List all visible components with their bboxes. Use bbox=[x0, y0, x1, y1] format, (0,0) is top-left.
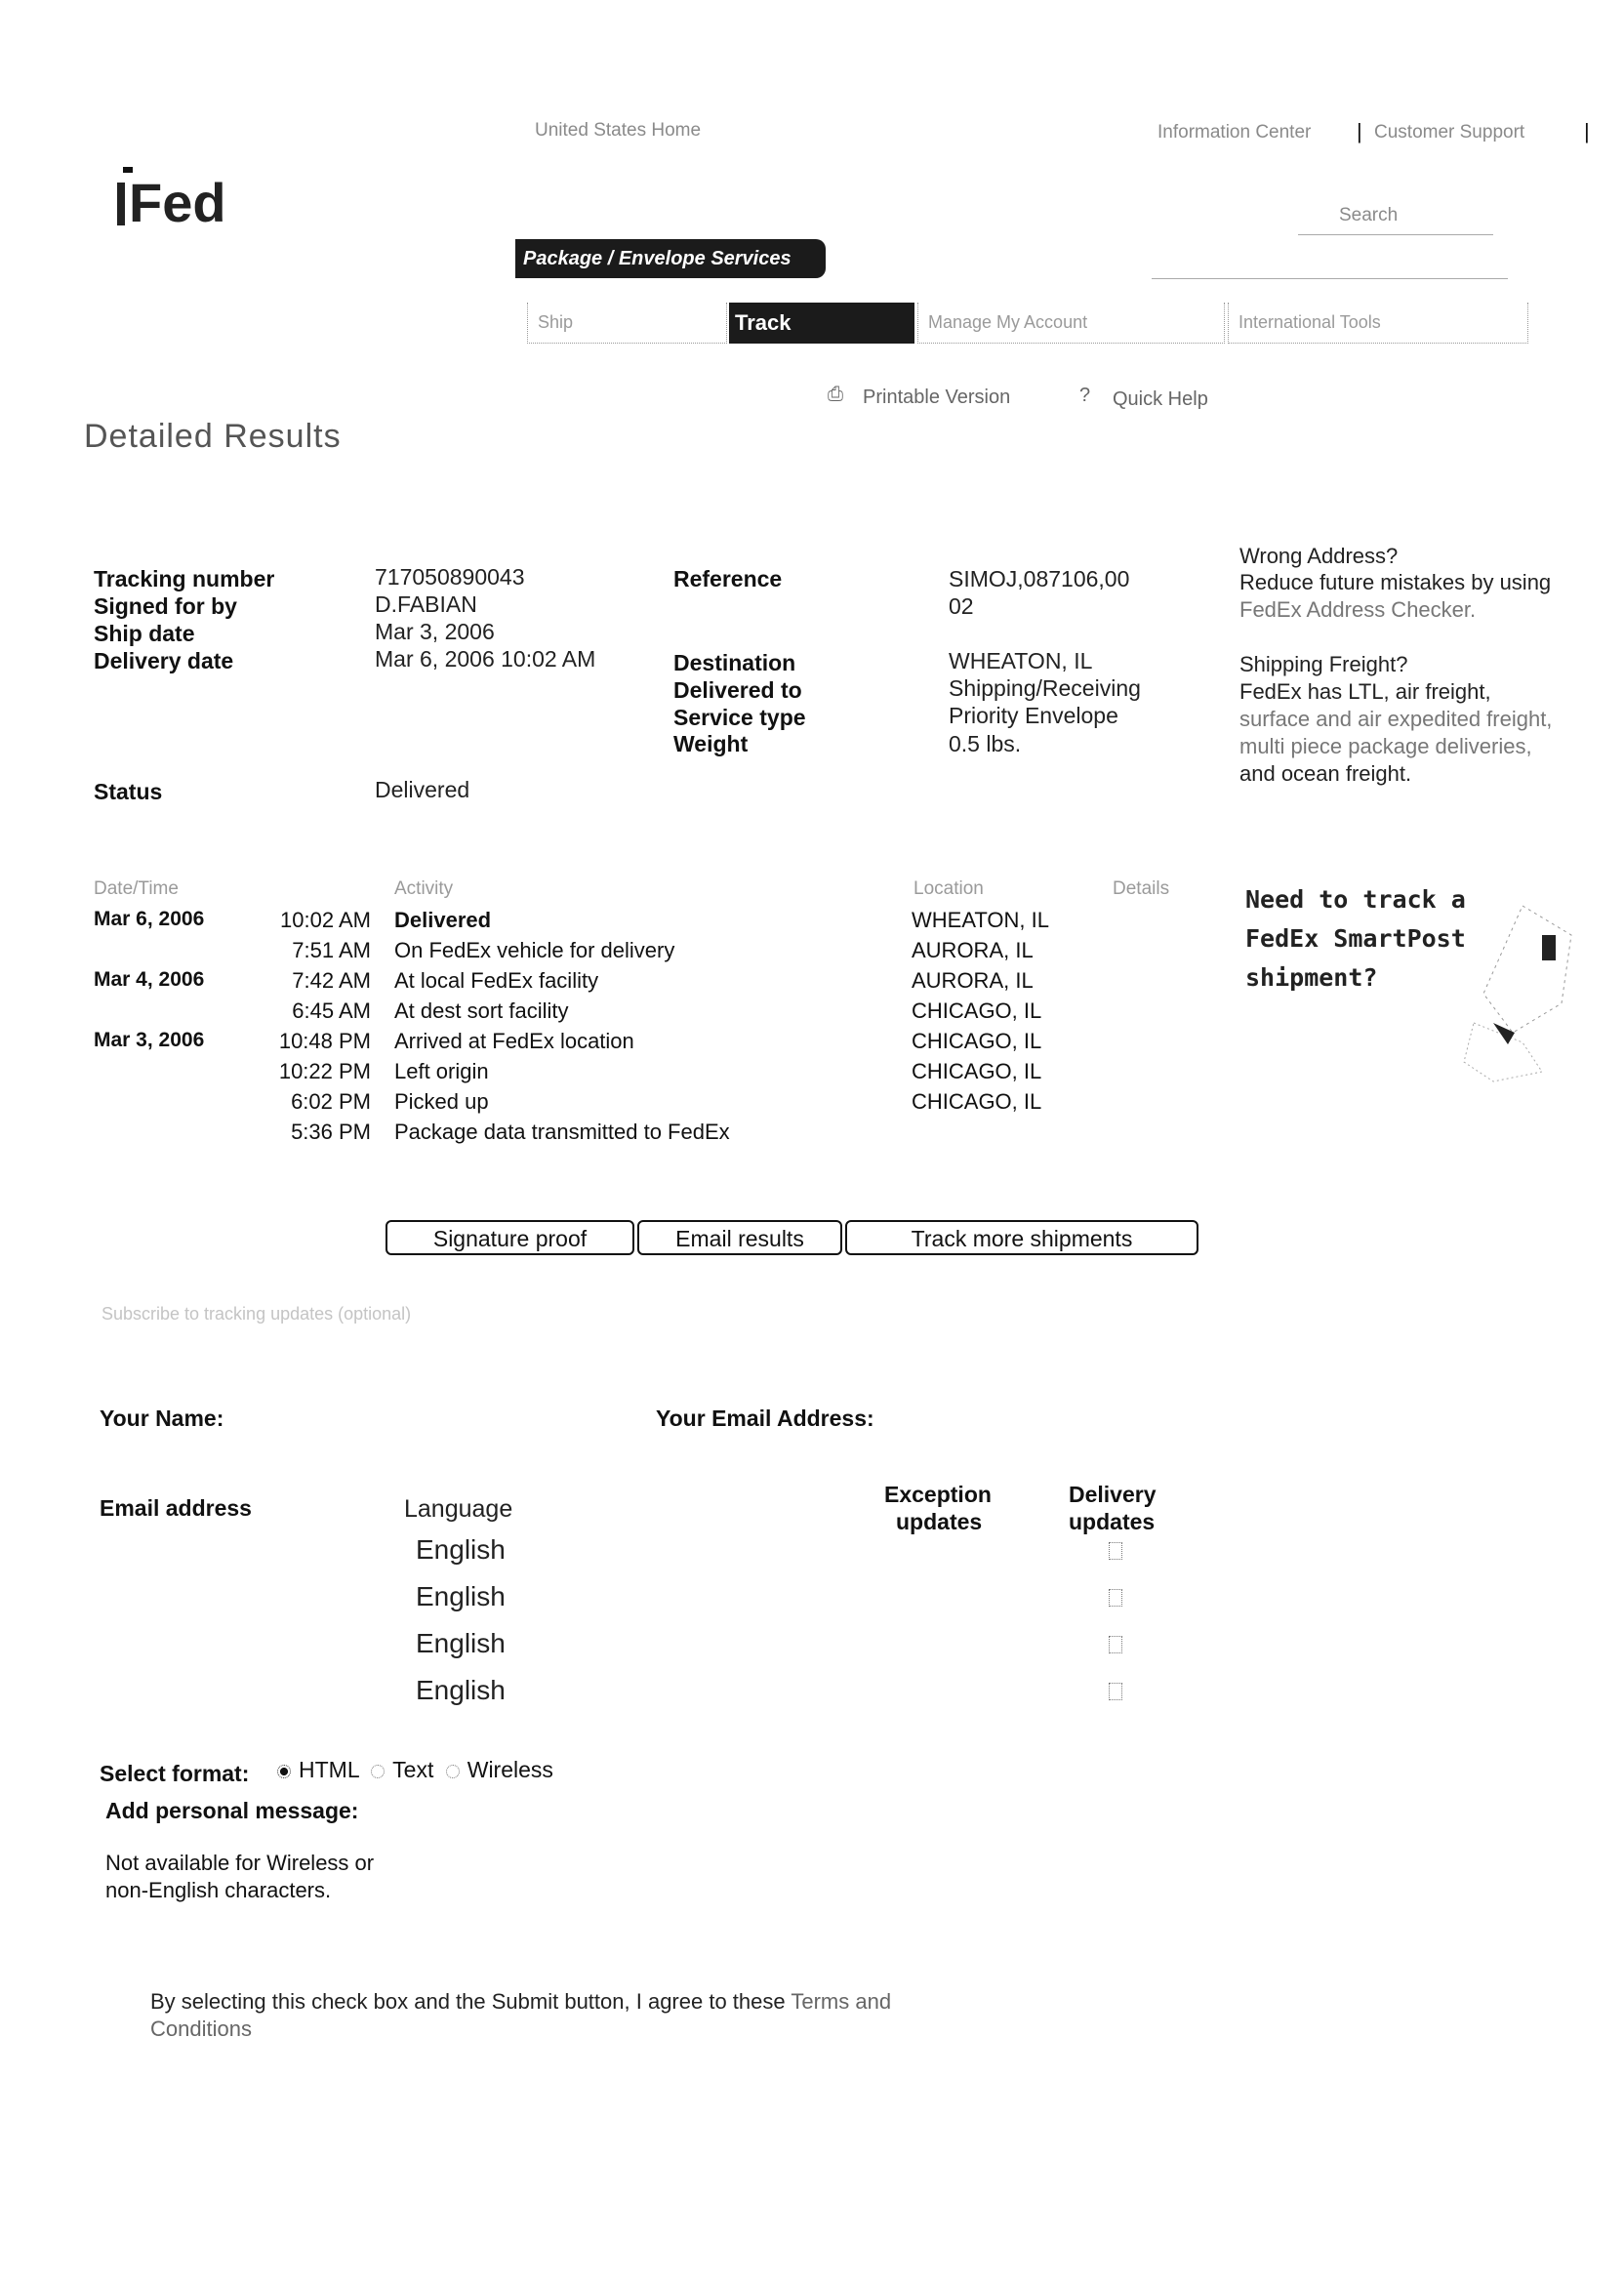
signed-for-value: D.FABIAN bbox=[375, 591, 477, 617]
format-html-radio[interactable] bbox=[277, 1765, 291, 1778]
subnav-track[interactable]: Track bbox=[729, 303, 914, 344]
history-activity: On FedEx vehicle for delivery bbox=[394, 938, 675, 962]
weight-label: Weight bbox=[673, 731, 749, 756]
your-email-label: Your Email Address: bbox=[656, 1406, 874, 1431]
shipping-freight-title: Shipping Freight? bbox=[1239, 652, 1408, 676]
nav-separator: | bbox=[1584, 119, 1590, 143]
destination-label: Destination bbox=[673, 650, 796, 675]
track-more-shipments-button[interactable]: Track more shipments bbox=[845, 1220, 1198, 1255]
wrong-address-text: Reduce future mistakes by using bbox=[1239, 570, 1552, 594]
quick-help-link[interactable]: Quick Help bbox=[1113, 388, 1208, 410]
information-center-link[interactable]: Information Center bbox=[1157, 122, 1312, 143]
delivery-date-value: Mar 6, 2006 10:02 AM bbox=[375, 646, 596, 672]
search-input[interactable] bbox=[1298, 234, 1493, 235]
freight-text-4: and ocean freight. bbox=[1239, 761, 1412, 786]
history-header-activity: Activity bbox=[394, 878, 454, 899]
conditions-link[interactable]: Conditions bbox=[150, 2017, 252, 2041]
history-time: 7:51 AM bbox=[292, 938, 371, 962]
delivery-updates-header: Delivery bbox=[1069, 1482, 1157, 1507]
smartpost-promo[interactable]: Need to track a FedEx SmartPost shipment? bbox=[1245, 885, 1466, 992]
history-time: 10:22 PM bbox=[278, 1059, 371, 1083]
tracking-number-value: 717050890043 bbox=[375, 564, 525, 590]
search-divider bbox=[1152, 278, 1508, 279]
delivery-updates-checkbox[interactable] bbox=[1109, 1589, 1122, 1607]
history-activity: Picked up bbox=[394, 1089, 489, 1114]
terms-link[interactable]: Terms and bbox=[791, 1989, 892, 2014]
history-activity: Package data transmitted to FedEx bbox=[394, 1120, 730, 1144]
format-html-label: HTML bbox=[299, 1757, 359, 1782]
history-time: 6:02 PM bbox=[291, 1089, 371, 1114]
history-header-location: Location bbox=[914, 878, 984, 899]
subnav-manage-account[interactable]: Manage My Account bbox=[917, 303, 1225, 344]
history-location: CHICAGO, IL bbox=[912, 1089, 1042, 1114]
freight-text-3: multi piece package deliveries, bbox=[1239, 734, 1532, 758]
history-location: WHEATON, IL bbox=[912, 908, 1049, 932]
reference-value: SIMOJ,087106,00 bbox=[949, 566, 1130, 591]
history-activity: At local FedEx facility bbox=[394, 968, 599, 993]
history-activity: Delivered bbox=[394, 908, 492, 932]
history-location: CHICAGO, IL bbox=[912, 1029, 1042, 1053]
smartpost-package-image bbox=[1454, 886, 1591, 1107]
delivery-updates-checkbox[interactable] bbox=[1109, 1683, 1122, 1700]
status-value: Delivered bbox=[375, 777, 470, 802]
package-envelope-services-tab[interactable]: Package / Envelope Services bbox=[515, 239, 826, 278]
not-available-note: Not available for Wireless or bbox=[105, 1851, 375, 1875]
history-time: 10:02 AM bbox=[280, 908, 371, 932]
history-date: Mar 3, 2006 bbox=[94, 1029, 205, 1051]
terms-text-body: By selecting this check box and the Submit button, I agree to these bbox=[150, 1989, 786, 2014]
weight-value: 0.5 lbs. bbox=[949, 731, 1022, 756]
language-column-header: Language bbox=[404, 1495, 513, 1523]
your-name-label: Your Name: bbox=[100, 1406, 224, 1431]
history-time: 6:45 AM bbox=[292, 998, 371, 1023]
history-time: 5:36 PM bbox=[291, 1120, 371, 1144]
service-type-label: Service type bbox=[673, 705, 806, 730]
delivery-updates-checkbox[interactable] bbox=[1109, 1636, 1122, 1653]
logo-text: Fed bbox=[129, 172, 226, 233]
history-time: 10:48 PM bbox=[278, 1029, 371, 1053]
history-date: Mar 6, 2006 bbox=[94, 908, 205, 930]
not-available-note-cont: non-English characters. bbox=[105, 1878, 332, 1902]
format-text-radio[interactable] bbox=[371, 1765, 385, 1778]
customer-support-link[interactable]: Customer Support bbox=[1374, 122, 1525, 143]
exception-updates-header-cont: updates bbox=[896, 1509, 983, 1534]
format-wireless-radio[interactable] bbox=[446, 1765, 460, 1778]
delivery-date-label: Delivery date bbox=[94, 648, 234, 673]
email-results-button[interactable]: Email results bbox=[637, 1220, 842, 1255]
history-activity: Arrived at FedEx location bbox=[394, 1029, 634, 1053]
format-options bbox=[271, 1757, 553, 1783]
exception-updates-header: Exception bbox=[884, 1482, 992, 1507]
freight-text-2: surface and air expedited freight, bbox=[1239, 707, 1553, 731]
help-icon[interactable]: ? bbox=[1079, 385, 1091, 406]
language-value[interactable]: English bbox=[416, 1534, 506, 1565]
service-type-value: Priority Envelope bbox=[949, 703, 1118, 728]
printer-icon[interactable]: ⎙ bbox=[828, 384, 843, 405]
ship-date-value: Mar 3, 2006 bbox=[375, 619, 495, 644]
ship-date-label: Ship date bbox=[94, 621, 195, 646]
delivered-to-label: Delivered to bbox=[673, 677, 802, 703]
history-location: AURORA, IL bbox=[912, 938, 1034, 962]
country-home-link[interactable]: United States Home bbox=[535, 120, 702, 141]
search-label: Search bbox=[1339, 205, 1399, 225]
terms-text bbox=[150, 1989, 891, 2015]
history-date: Mar 4, 2006 bbox=[94, 968, 205, 991]
wrong-address-title: Wrong Address? bbox=[1239, 544, 1399, 568]
history-activity: Left origin bbox=[394, 1059, 489, 1083]
page-title: Detailed Results bbox=[84, 418, 342, 455]
subnav-ship[interactable]: Ship bbox=[527, 303, 727, 344]
fedex-logo[interactable] bbox=[115, 161, 242, 239]
select-format-label: Select format: bbox=[100, 1761, 250, 1786]
email-address-column-header: Email address bbox=[100, 1495, 252, 1521]
history-location: AURORA, IL bbox=[912, 968, 1034, 993]
tracking-number-label: Tracking number bbox=[94, 566, 275, 591]
history-header-details: Details bbox=[1113, 878, 1170, 899]
status-label: Status bbox=[94, 779, 163, 804]
delivery-updates-checkbox[interactable] bbox=[1109, 1542, 1122, 1560]
nav-separator: | bbox=[1357, 119, 1362, 143]
language-value[interactable]: English bbox=[416, 1628, 506, 1658]
subnav-international-tools[interactable]: International Tools bbox=[1228, 303, 1528, 344]
history-location: CHICAGO, IL bbox=[912, 998, 1042, 1023]
history-header-date: Date/Time bbox=[94, 878, 179, 899]
email-intro-text: Subscribe to tracking updates (optional) bbox=[102, 1304, 412, 1324]
format-text-label: Text bbox=[392, 1757, 434, 1782]
format-wireless-label: Wireless bbox=[467, 1757, 553, 1782]
signature-proof-button[interactable]: Signature proof bbox=[386, 1220, 634, 1255]
language-value[interactable]: English bbox=[416, 1581, 506, 1611]
destination-value: WHEATON, IL bbox=[949, 648, 1093, 673]
address-checker-link[interactable]: FedEx Address Checker. bbox=[1239, 597, 1477, 622]
history-time: 7:42 AM bbox=[292, 968, 371, 993]
delivery-updates-header-cont: updates bbox=[1069, 1509, 1156, 1534]
personal-message-label: Add personal message: bbox=[105, 1798, 359, 1823]
freight-text-1: FedEx has LTL, air freight, bbox=[1239, 679, 1491, 704]
printable-version-link[interactable]: Printable Version bbox=[863, 387, 1011, 408]
reference-label: Reference bbox=[673, 566, 783, 591]
signed-for-label: Signed for by bbox=[94, 593, 237, 619]
delivered-to-value: Shipping/Receiving bbox=[949, 675, 1141, 701]
reference-value-cont: 02 bbox=[949, 593, 974, 619]
history-location: CHICAGO, IL bbox=[912, 1059, 1042, 1083]
language-value[interactable]: English bbox=[416, 1675, 506, 1705]
history-activity: At dest sort facility bbox=[394, 998, 569, 1023]
